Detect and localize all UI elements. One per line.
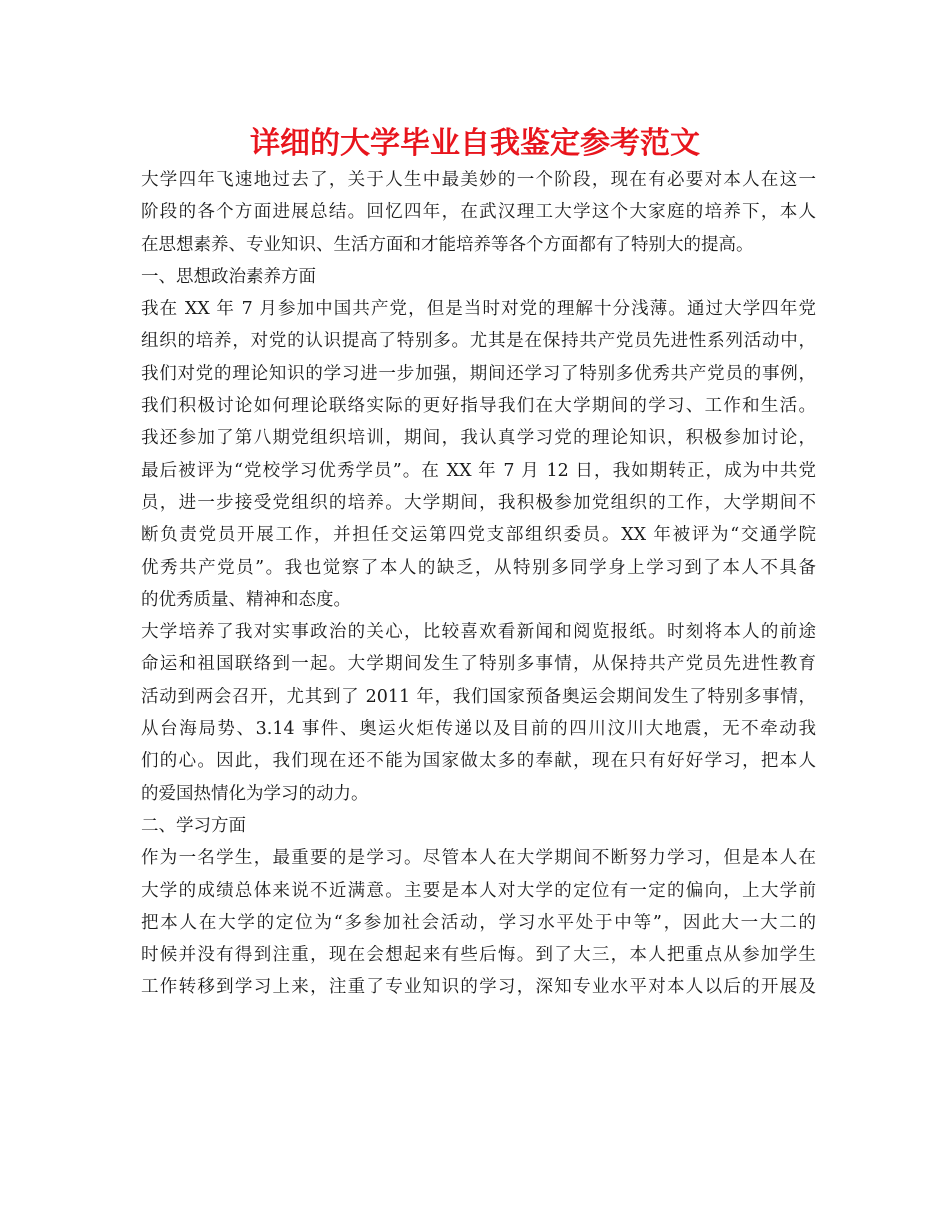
body-line: 时候并没有得到注重，现在会想起来有些后悔。到了大三，本人把重点从参加学生 [141, 945, 816, 966]
body-line: 员，进一步接受党组织的培养。大学期间，我积极参加党组织的工作，大学期间不 [141, 492, 816, 513]
document-title: 详细的大学毕业自我鉴定参考范文 [250, 126, 700, 161]
body-line: 我在 XX 年 7 月参加中国共产党，但是当时对党的理解十分浅薄。通过大学四年党 [141, 299, 816, 320]
body-line: 命运和祖国联络到一起。大学期间发生了特别多事情，从保持共产党员先进性教育 [141, 654, 816, 675]
body-line: 大学培养了我对实事政治的关心，比较喜欢看新闻和阅览报纸。时刻将本人的前途 [141, 622, 816, 643]
body-line: 我们对党的理论知识的学习进一步加强，期间还学习了特别多优秀共产党员的事例， [141, 363, 816, 384]
body-line: 断负责党员开展工作，并担任交运第四党支部组织委员。XX 年被评为“交通学院 [141, 525, 816, 546]
body-line: 组织的培养，对党的认识提高了特别多。尤其是在保持共产党员先进性系列活动中， [141, 331, 816, 352]
body-line: 二、学习方面 [141, 815, 246, 836]
body-line: 活动到两会召开，尤其到了 2011 年，我们国家预备奥运会期间发生了特别多事情， [141, 686, 816, 707]
body-line: 在思想素养、专业知识、生活方面和才能培养等各个方面都有了特别大的提高。 [141, 234, 754, 255]
body-line: 作为一名学生，最重要的是学习。尽管本人在大学期间不断努力学习，但是本人在 [141, 848, 816, 869]
body-line: 阶段的各个方面进展总结。回忆四年，在武汉理工大学这个大家庭的培养下，本人 [141, 202, 816, 223]
document-body [141, 164, 816, 1004]
body-line: 的爱国热情化为学习的动力。 [141, 783, 369, 804]
body-line: 一、思想政治素养方面 [141, 266, 316, 287]
body-line: 大学四年飞速地过去了，关于人生中最美妙的一个阶段，现在有必要对本人在这一 [141, 170, 816, 190]
body-line: 的优秀质量、精神和态度。 [141, 589, 351, 610]
body-line: 们的心。因此，我们现在还不能为国家做太多的奉献，现在只有好好学习，把本人 [141, 751, 816, 772]
body-line: 我们积极讨论如何理论联络实际的更好指导我们在大学期间的学习、工作和生活。 [141, 396, 816, 417]
body-line: 优秀共产党员”。我也觉察了本人的缺乏，从特别多同学身上学习到了本人不具备 [141, 557, 816, 578]
body-line: 从台海局势、3.14 事件、奥运火炬传递以及目前的四川汶川大地震，无不牵动我 [141, 719, 816, 740]
body-line: 工作转移到学习上来，注重了专业知识的学习，深知专业水平对本人以后的开展及 [141, 977, 816, 998]
body-line: 我还参加了第八期党组织培训，期间，我认真学习党的理论知识，积极参加讨论， [141, 428, 816, 449]
body-line: 最后被评为“党校学习优秀学员”。在 XX 年 7 月 12 日，我如期转正，成为中共党 [141, 460, 816, 481]
body-line: 把本人在大学的定位为“多参加社会活动，学习水平处于中等”，因此大一大二的 [141, 912, 816, 933]
body-line: 大学的成绩总体来说不近满意。主要是本人对大学的定位有一定的偏向，上大学前 [141, 880, 816, 901]
